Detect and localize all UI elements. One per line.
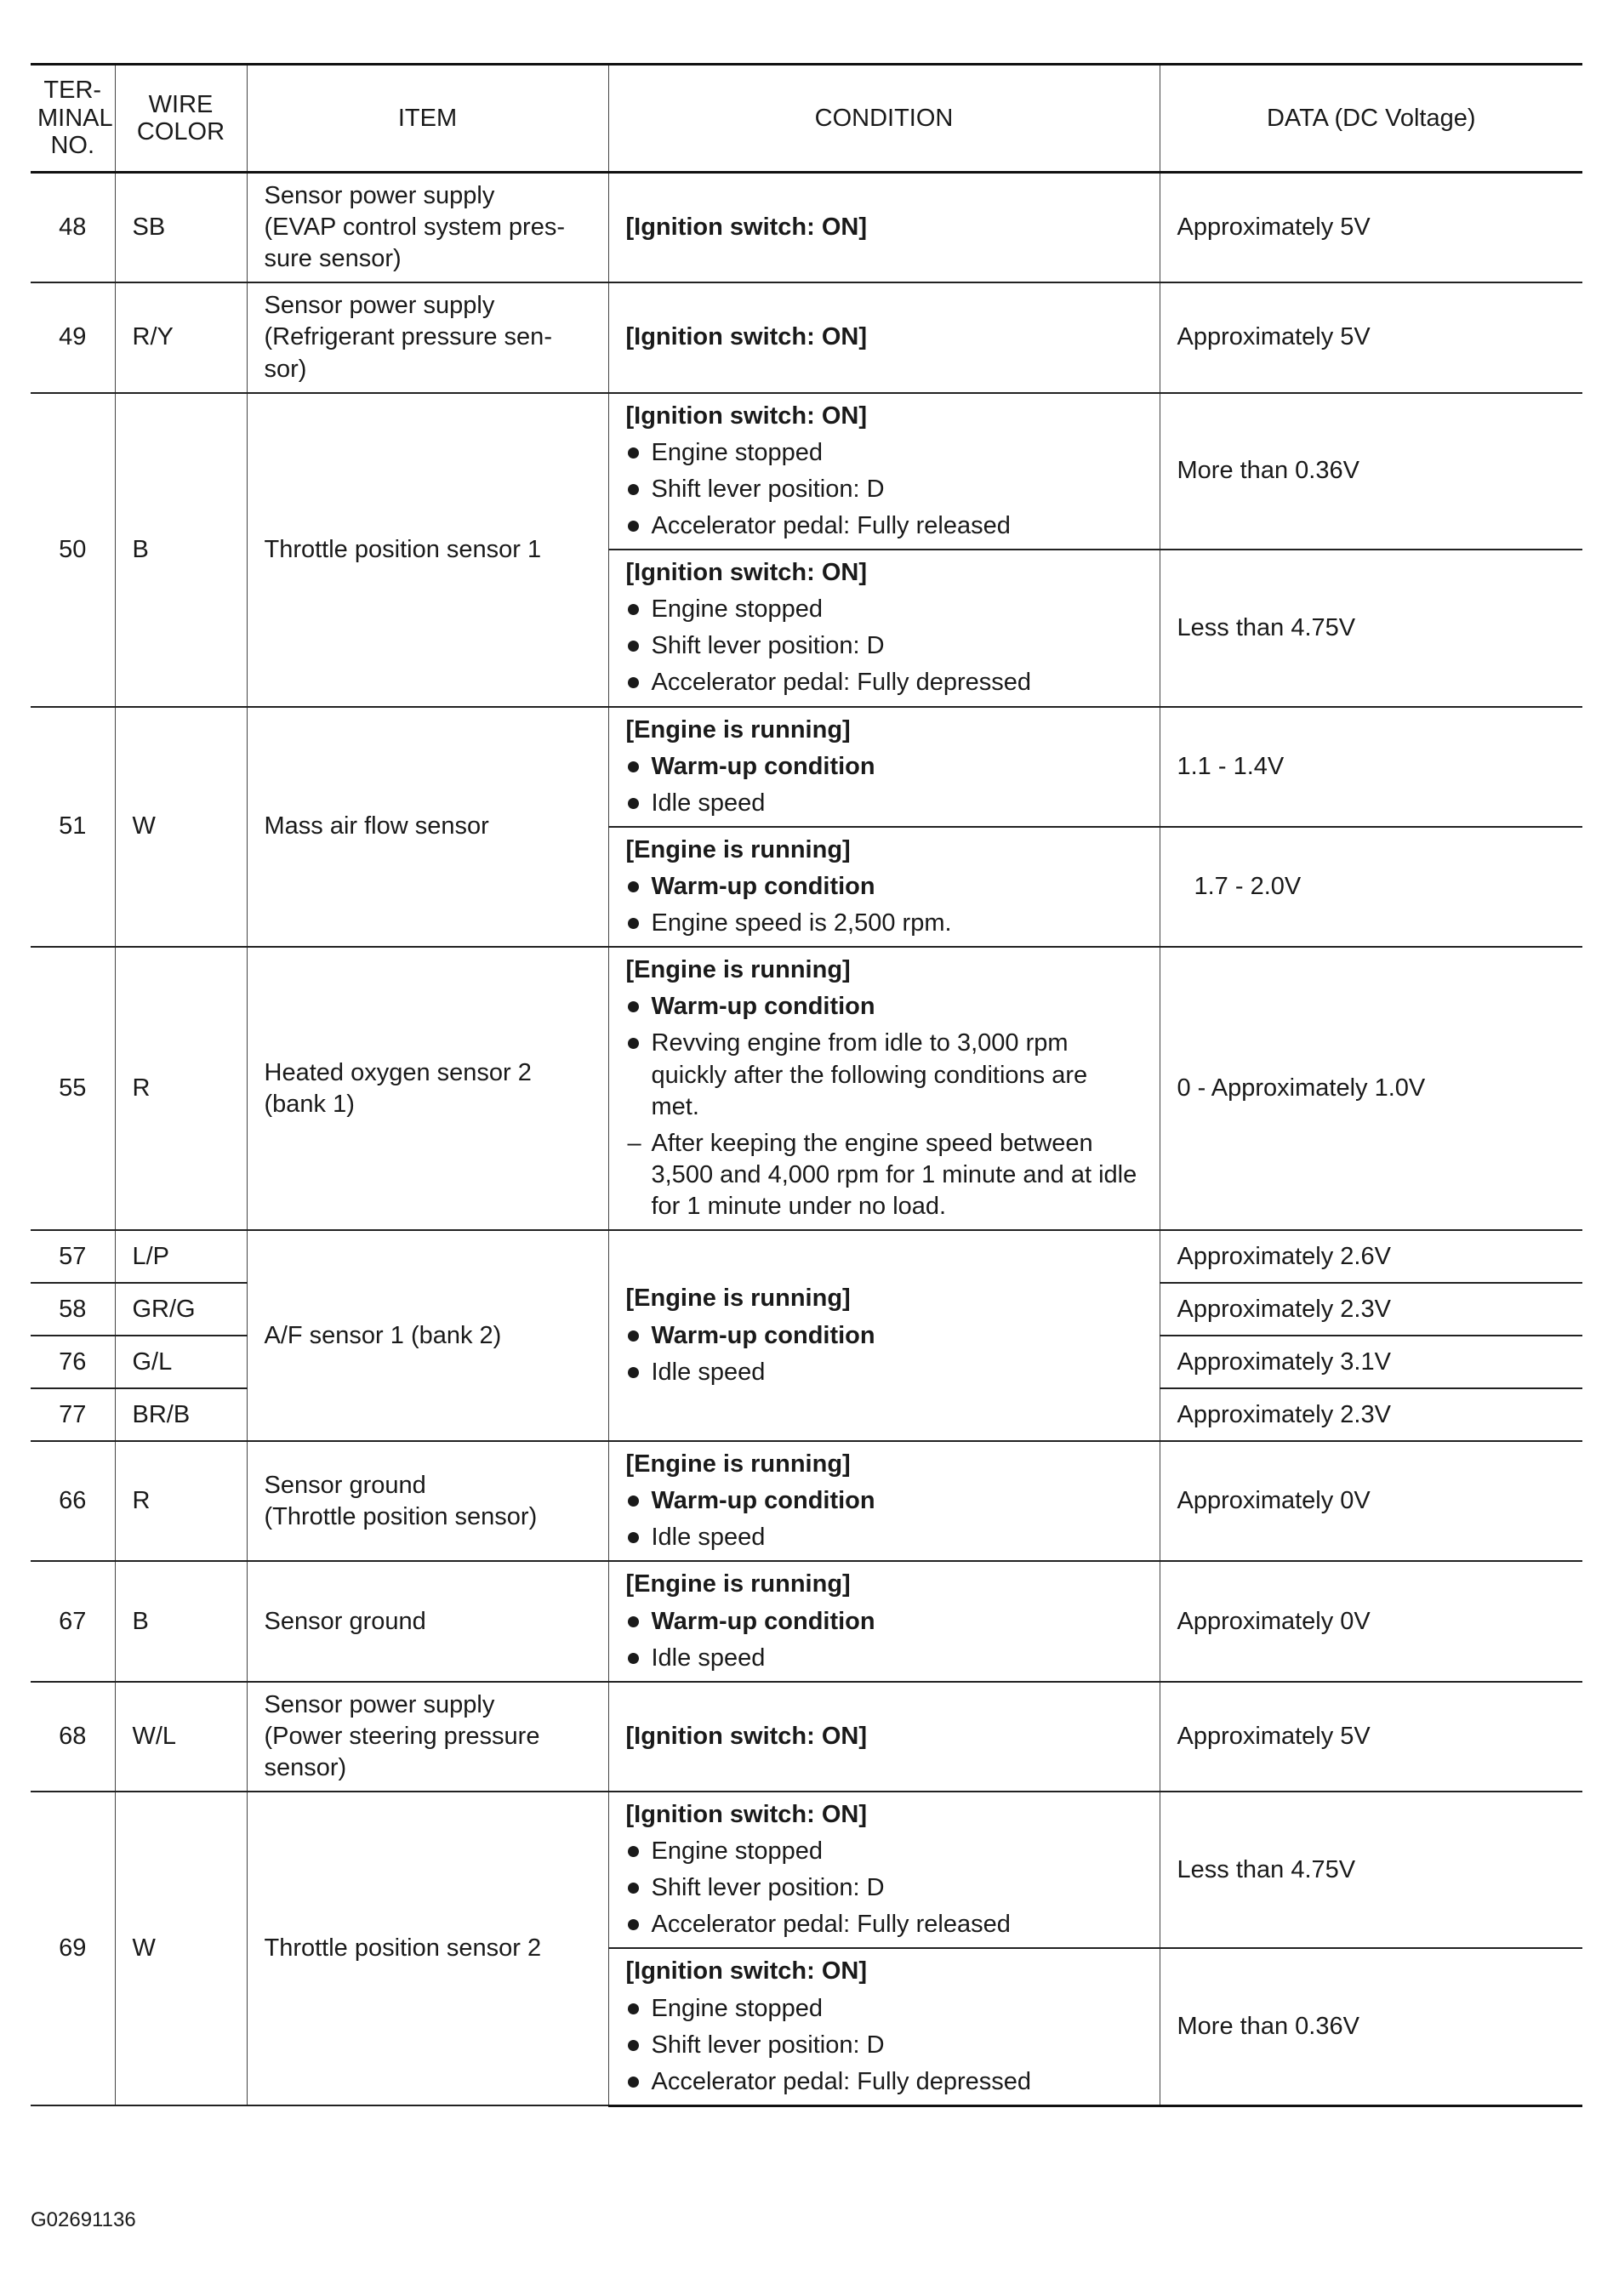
item-cell: Sensor power supply (EVAP control system pres- sure sensor) bbox=[247, 173, 608, 283]
header-row bbox=[31, 65, 1582, 173]
wire-color: R/Y bbox=[115, 282, 247, 392]
condition-cell bbox=[608, 707, 1160, 827]
terminal-no: 69 bbox=[31, 1792, 115, 2105]
table-row-57 bbox=[31, 1230, 1582, 1283]
table-row-51 bbox=[31, 707, 1582, 827]
terminal-no: 68 bbox=[31, 1682, 115, 1792]
data-cell: Less than 4.75V bbox=[1160, 1792, 1582, 1948]
terminal-no: 49 bbox=[31, 282, 115, 392]
header-data: DATA (DC Voltage) bbox=[1160, 65, 1582, 173]
item-cell: Sensor power supply (Power steering pressure sensor) bbox=[247, 1682, 608, 1792]
condition-heading: [Ignition switch: ON] bbox=[625, 1957, 868, 1985]
condition-bullet: Accelerator pedal: Fully depressed bbox=[626, 667, 1143, 698]
table-row-55 bbox=[31, 947, 1582, 1230]
condition-cell bbox=[608, 550, 1160, 706]
condition-list bbox=[626, 594, 1143, 698]
condition-list bbox=[626, 1993, 1143, 2098]
condition-bullet: Revving engine from idle to 3,000 rpm quickly after the following conditions are met. bbox=[626, 1028, 1143, 1122]
data-cell: 1.1 - 1.4V bbox=[1160, 707, 1582, 827]
condition-heading: [Ignition switch: ON] bbox=[625, 559, 868, 587]
condition-cell bbox=[608, 393, 1160, 550]
terminal-no: 77 bbox=[31, 1388, 115, 1441]
figure-id: G02691136 bbox=[31, 2208, 136, 2231]
condition-cell: [Ignition switch: ON] bbox=[608, 1682, 1160, 1792]
condition-cell bbox=[608, 1561, 1160, 1681]
condition-bullet: Idle speed bbox=[626, 788, 1143, 819]
condition-bullet: Idle speed bbox=[626, 1357, 1143, 1388]
condition-cell bbox=[608, 1230, 1160, 1441]
condition-bullet: Warm-up condition bbox=[626, 871, 1143, 903]
wire-color: BR/B bbox=[115, 1388, 247, 1441]
data-cell: 0 - Approximately 1.0V bbox=[1160, 947, 1582, 1230]
table-row-69 bbox=[31, 1792, 1582, 1948]
data-cell: Approximately 3.1V bbox=[1160, 1336, 1582, 1388]
wire-color: G/L bbox=[115, 1336, 247, 1388]
condition-heading: [Engine is running] bbox=[625, 1450, 851, 1478]
data-cell: Approximately 5V bbox=[1160, 282, 1582, 392]
condition-cell bbox=[608, 1441, 1160, 1561]
condition-list bbox=[626, 991, 1143, 1222]
data-cell: More than 0.36V bbox=[1160, 1948, 1582, 2105]
condition-bullet: Engine stopped bbox=[626, 1993, 1143, 2025]
terminal-no: 57 bbox=[31, 1230, 115, 1283]
wire-color: W/L bbox=[115, 1682, 247, 1792]
condition-bullet: Engine stopped bbox=[626, 1836, 1143, 1867]
terminal-no: 76 bbox=[31, 1336, 115, 1388]
condition-bullet: Idle speed bbox=[626, 1522, 1143, 1553]
data-cell: 1.7 - 2.0V bbox=[1160, 827, 1582, 947]
table-row-48 bbox=[31, 173, 1582, 283]
condition-bullet: Shift lever position: D bbox=[626, 1872, 1143, 1904]
terminal-no: 55 bbox=[31, 947, 115, 1230]
condition-cell: [Ignition switch: ON] bbox=[608, 173, 1160, 283]
terminal-no: 67 bbox=[31, 1561, 115, 1681]
condition-heading: [Engine is running] bbox=[625, 1285, 851, 1313]
condition-list bbox=[626, 1606, 1143, 1674]
terminal-no: 48 bbox=[31, 173, 115, 283]
condition-bullet: Accelerator pedal: Fully depressed bbox=[626, 2066, 1143, 2098]
condition-list bbox=[626, 1836, 1143, 1940]
condition-bullet: Shift lever position: D bbox=[626, 2030, 1143, 2061]
condition-bullet: Warm-up condition bbox=[626, 1606, 1143, 1638]
data-cell: Approximately 2.6V bbox=[1160, 1230, 1582, 1283]
wire-color: L/P bbox=[115, 1230, 247, 1283]
table-row-49 bbox=[31, 282, 1582, 392]
condition-list bbox=[626, 751, 1143, 819]
condition-cell bbox=[608, 1948, 1160, 2105]
item-cell: Heated oxygen sensor 2 (bank 1) bbox=[247, 947, 608, 1230]
condition-cell: [Ignition switch: ON] bbox=[608, 282, 1160, 392]
wire-color: SB bbox=[115, 173, 247, 283]
terminal-no: 58 bbox=[31, 1283, 115, 1336]
condition-heading: [Engine is running] bbox=[625, 1570, 851, 1598]
condition-list bbox=[626, 437, 1143, 542]
condition-bullet: Idle speed bbox=[626, 1643, 1143, 1674]
condition-bullet: Engine speed is 2,500 rpm. bbox=[626, 908, 1143, 939]
condition-heading: [Engine is running] bbox=[625, 835, 851, 863]
condition-list bbox=[626, 1485, 1143, 1553]
condition-cell bbox=[608, 947, 1160, 1230]
data-cell: Approximately 2.3V bbox=[1160, 1283, 1582, 1336]
item-cell: Sensor ground (Throttle position sensor) bbox=[247, 1441, 608, 1561]
wire-color: B bbox=[115, 393, 247, 707]
data-cell: Approximately 2.3V bbox=[1160, 1388, 1582, 1441]
table-row-67 bbox=[31, 1561, 1582, 1681]
header-wire-color: WIRE COLOR bbox=[115, 65, 247, 173]
table-row-68 bbox=[31, 1682, 1582, 1792]
wire-color: R bbox=[115, 1441, 247, 1561]
data-cell: Approximately 0V bbox=[1160, 1561, 1582, 1681]
table-row-66 bbox=[31, 1441, 1582, 1561]
condition-list bbox=[626, 871, 1143, 939]
header-item: ITEM bbox=[247, 65, 608, 173]
condition-bullet: Warm-up condition bbox=[626, 1320, 1143, 1352]
data-cell: Less than 4.75V bbox=[1160, 550, 1582, 706]
item-cell: Sensor ground bbox=[247, 1561, 608, 1681]
wire-color: R bbox=[115, 947, 247, 1230]
wire-color: B bbox=[115, 1561, 247, 1681]
condition-bullet: Accelerator pedal: Fully released bbox=[626, 1909, 1143, 1940]
condition-heading: [Ignition switch: ON] bbox=[625, 402, 868, 430]
condition-cell bbox=[608, 827, 1160, 947]
condition-bullet: Engine stopped bbox=[626, 437, 1143, 469]
header-condition: CONDITION bbox=[608, 65, 1160, 173]
item-cell: Throttle position sensor 1 bbox=[247, 393, 608, 707]
terminal-no: 50 bbox=[31, 393, 115, 707]
condition-bullet: Engine stopped bbox=[626, 594, 1143, 625]
condition-list bbox=[626, 1320, 1143, 1388]
table-row-50 bbox=[31, 393, 1582, 550]
data-cell: Approximately 5V bbox=[1160, 173, 1582, 283]
condition-bullet: Shift lever position: D bbox=[626, 630, 1143, 662]
condition-bullet: Warm-up condition bbox=[626, 1485, 1143, 1517]
condition-bullet: Shift lever position: D bbox=[626, 474, 1143, 505]
condition-sub-dash: – After keeping the engine speed between 3,500 and 4,000 rpm for 1 minute and at idle for 1 minute under no load. bbox=[626, 1128, 1143, 1222]
condition-bullet: Warm-up condition bbox=[626, 751, 1143, 783]
wire-color: W bbox=[115, 707, 247, 948]
terminal-no: 51 bbox=[31, 707, 115, 948]
condition-heading: [Ignition switch: ON] bbox=[625, 1801, 868, 1829]
condition-bullet: Warm-up condition bbox=[626, 991, 1143, 1023]
item-cell: Throttle position sensor 2 bbox=[247, 1792, 608, 2105]
wire-color: W bbox=[115, 1792, 247, 2105]
condition-bullet: Accelerator pedal: Fully released bbox=[626, 510, 1143, 542]
data-cell: Approximately 0V bbox=[1160, 1441, 1582, 1561]
condition-heading: [Engine is running] bbox=[625, 956, 851, 984]
wire-color: GR/G bbox=[115, 1283, 247, 1336]
condition-heading: [Engine is running] bbox=[625, 715, 851, 743]
item-cell: A/F sensor 1 (bank 2) bbox=[247, 1230, 608, 1441]
ecm-terminal-table bbox=[31, 63, 1582, 2107]
item-cell: Mass air flow sensor bbox=[247, 707, 608, 948]
data-cell: Approximately 5V bbox=[1160, 1682, 1582, 1792]
data-cell: More than 0.36V bbox=[1160, 393, 1582, 550]
header-terminal-no: TER- MINAL NO. bbox=[31, 65, 115, 173]
condition-cell bbox=[608, 1792, 1160, 1948]
item-cell: Sensor power supply (Refrigerant pressure sen- sor) bbox=[247, 282, 608, 392]
terminal-no: 66 bbox=[31, 1441, 115, 1561]
